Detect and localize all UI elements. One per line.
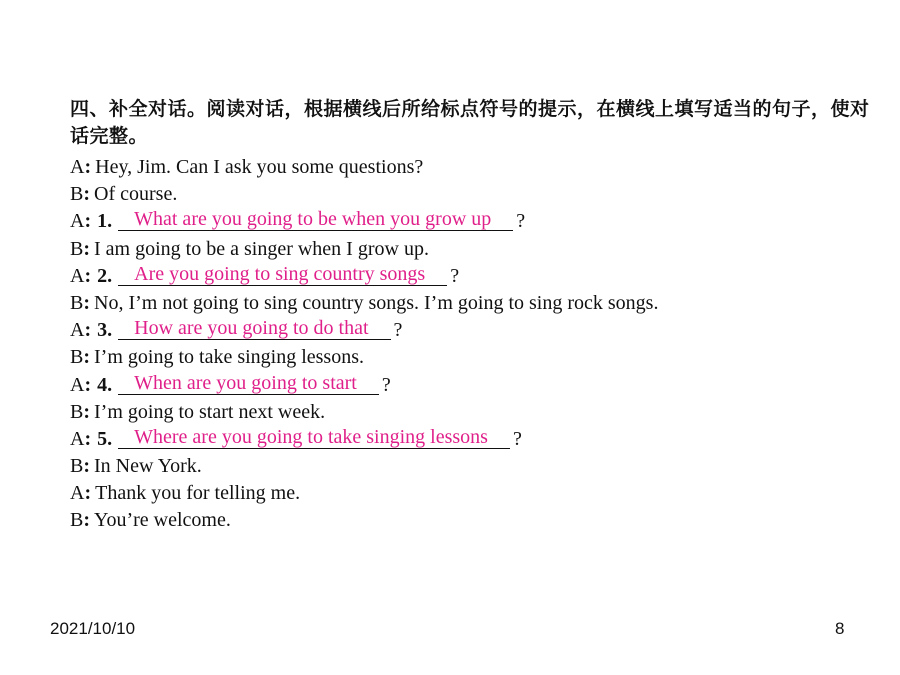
speaker-colon: : [83,346,91,369]
dialogue-text: No, I’m not going to sing country songs. I’m going to sing rock songs. [94,291,659,314]
speaker-colon: : [83,237,91,260]
question-number: 3. [97,319,113,342]
speaker-label: A [70,482,85,505]
speaker-colon: : [83,509,91,532]
speaker-colon: : [84,264,92,287]
answer-text: Where are you going to take singing lessons [134,425,488,448]
speaker-label: B [70,291,84,314]
speaker-colon: : [84,482,92,505]
speaker-colon: : [83,400,91,423]
answer-blank-4[interactable] [118,372,379,395]
answer-blank-5[interactable] [118,426,510,449]
dialogue-text: I am going to be a singer when I grow up. [94,237,429,260]
speaker-colon: : [83,183,91,206]
speaker-label: B [70,183,84,206]
speaker-colon: : [84,156,92,178]
dialogue-line-14 [70,507,870,534]
speaker-colon: : [84,373,92,396]
speaker-label: A [70,210,85,233]
dialogue-line-1 [70,154,870,181]
punctuation-hint: ? [450,264,460,287]
dialogue-text: I’m going to take singing lessons. [94,346,364,369]
dialogue-text: Thank you for telling me. [95,482,301,505]
speaker-colon: : [84,427,92,450]
speaker-label: B [70,237,84,260]
dialogue-line-2 [70,181,870,208]
speaker-colon: : [84,319,92,342]
dialogue-line-6 [70,290,870,317]
speaker-colon: : [83,291,91,314]
speaker-colon: : [84,210,92,233]
punctuation-hint: ? [516,210,526,233]
speaker-label: A [70,427,85,450]
dialogue-text: I’m going to start next week. [94,400,326,423]
dialogue-text: You’re welcome. [94,509,231,532]
punctuation-hint: ? [381,373,391,396]
dialogue-text: Hey, Jim. Can I ask you some questions? [95,156,424,178]
answer-text: Are you going to sing country songs [134,262,426,285]
question-number: 2. [97,264,113,287]
speaker-label: A [70,264,85,287]
dialogue-line-11 [70,426,870,453]
speaker-label: A [70,319,85,342]
speaker-label: B [70,346,84,369]
question-number: 4. [97,373,113,396]
dialogue-line-7 [70,317,870,344]
dialogue-line-10 [70,399,870,426]
speaker-label: A [70,156,85,178]
punctuation-hint: ? [393,319,403,342]
answer-blank-1[interactable] [118,208,513,231]
speaker-colon: : [83,455,91,478]
speaker-label: B [70,509,84,532]
answer-text: What are you going to be when you grow up [134,208,492,231]
dialogue-line-3 [70,208,870,235]
dialogue-line-5 [70,263,870,290]
punctuation-hint: ? [512,427,522,450]
dialogue-line-8 [70,344,870,371]
answer-text: How are you going to do that [134,317,369,340]
page-number: 8 [835,619,845,638]
footer-date: 2021/10/10 [50,619,136,638]
answer-blank-2[interactable] [118,263,447,286]
answer-text: When are you going to start [134,371,357,394]
question-number: 5. [97,427,113,450]
dialogue-line-9 [70,372,870,399]
dialogue-text: In New York. [94,455,202,478]
speaker-label: A [70,373,85,396]
answer-blank-3[interactable] [118,317,390,340]
exercise-instruction: 四、补全对话。阅读对话，根据横线后所给标点符号的提示，在横线上填写适当的句子，使对话完整。 [70,98,870,147]
question-number: 1. [97,210,113,233]
dialogue-text: Of course. [94,183,178,206]
dialogue-line-12 [70,453,870,480]
speaker-label: B [70,455,84,478]
dialogue [70,154,870,535]
dialogue-line-4 [70,236,870,263]
dialogue-line-13 [70,480,870,507]
speaker-label: B [70,400,84,423]
